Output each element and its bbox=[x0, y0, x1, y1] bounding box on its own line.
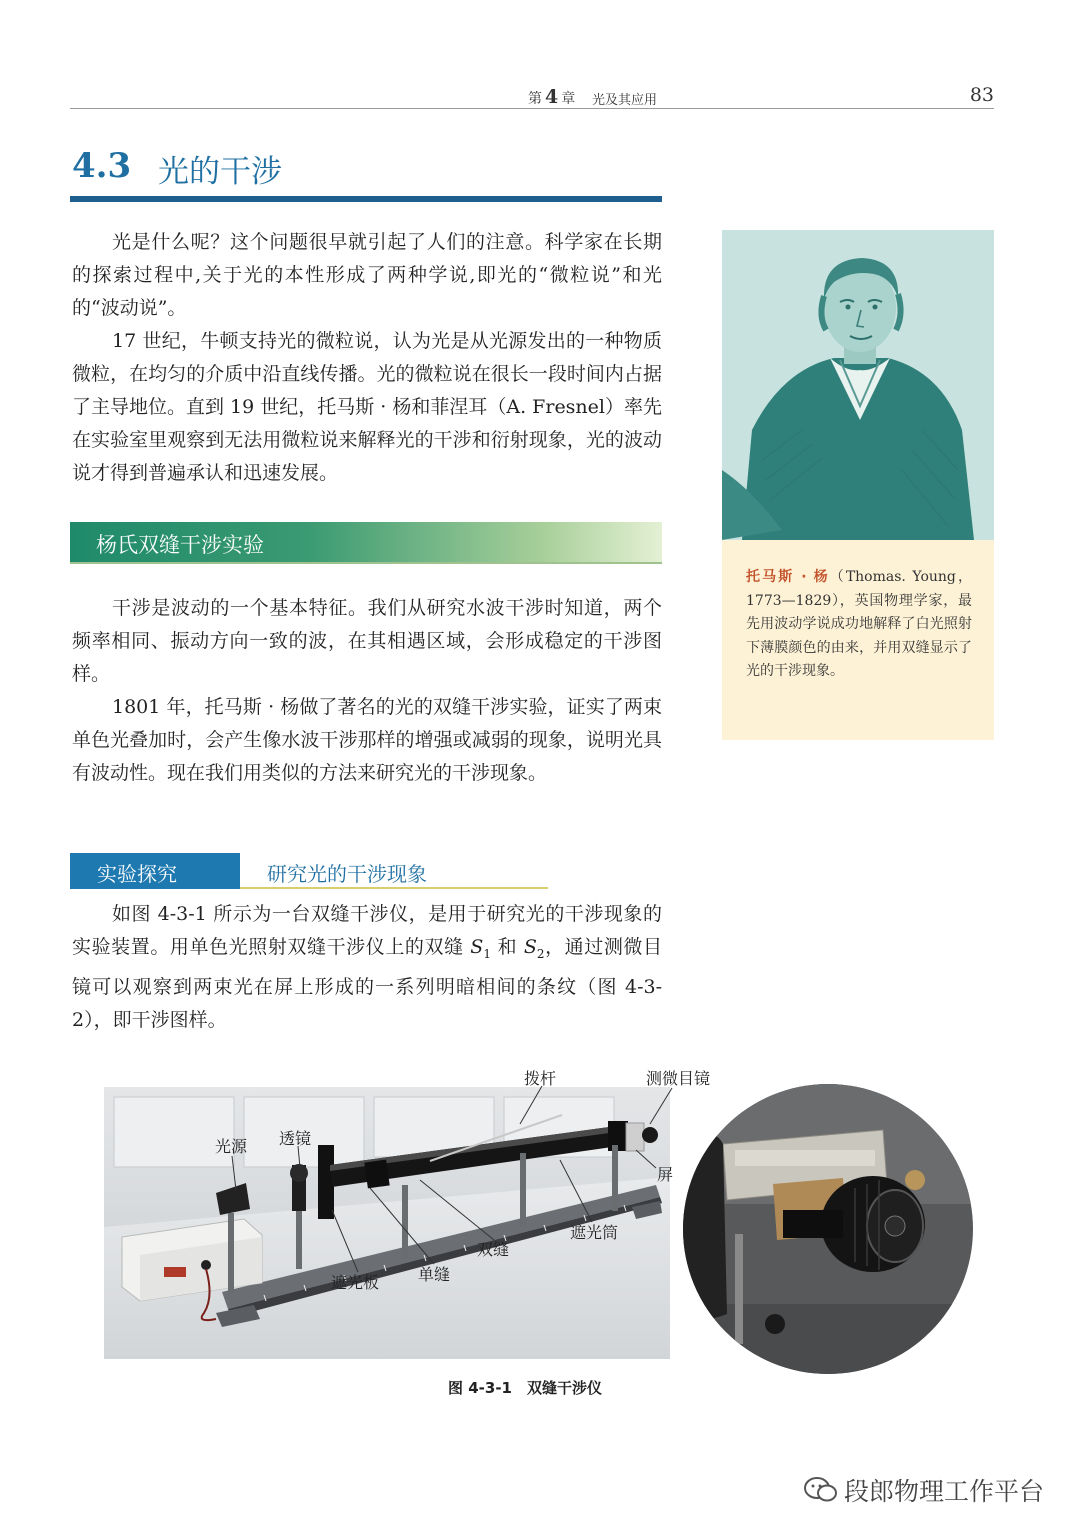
chapter-title: 光及其应用 bbox=[592, 93, 658, 108]
label-shade-tube: 遮光筒 bbox=[570, 1223, 619, 1242]
label-lever: 拨杆 bbox=[524, 1069, 557, 1088]
subsection-paragraph-1: 干涉是波动的一个基本特征。我们从研究水波干涉时知道，两个频率相同、振动方向一致的波，在其相遇区域，会形成稳定的干涉图样。 bbox=[72, 597, 662, 685]
subsection-title: 杨氏双缝干涉实验 bbox=[96, 533, 264, 557]
label-eyepiece: 测微目镜 bbox=[646, 1069, 711, 1088]
label-lens: 透镜 bbox=[279, 1129, 312, 1148]
intro-paragraph-1: 光是什么呢？这个问题很早就引起了人们的注意。科学家在长期的探索过程中,关于光的本性形成了两种学说,即光的“微粒说”和光的“波动说”。 bbox=[72, 231, 662, 319]
figure-caption: 图 4-3-1 双缝干涉仪 bbox=[448, 1379, 602, 1397]
label-single-slit: 单缝 bbox=[418, 1265, 451, 1284]
watermark-text: 段郎物理工作平台 bbox=[843, 1477, 1044, 1506]
section-title: 光的干涉 bbox=[158, 154, 282, 190]
portrait-caption: 托马斯 · 杨（Thomas. Young，1773—1829），英国物理学家，最先用波动学说成功地解释了白光照射下薄膜颜色的由来，并用双缝显示了光的干涉现象。 bbox=[746, 569, 972, 679]
experiment-tag-label: 实验探究 bbox=[97, 862, 177, 886]
subsection-paragraph-2: 1801 年，托马斯 · 杨做了著名的光的双缝干涉实验，证实了两束单色光叠加时，会产生像水波干涉那样的增强或减弱的现象，说明光具有波动性。现在我们用类似的方法来研究光的干涉现象。 bbox=[72, 696, 662, 784]
wechat-icon bbox=[804, 1476, 838, 1510]
intro-paragraph-2: 17 世纪，牛顿支持光的微粒说，认为光是从光源发出的一种物质微粒，在均匀的介质中沿直线传播。光的微粒说在很长一段时间内占据了主导地位。直到 19 世纪，托马斯 · 杨和菲涅耳（A. Fresnel）率先在实验室里观察到无法用微粒说来解释光的干涉和衍射现象，光的波动说才得到普遍承认和迅速发展。 bbox=[72, 330, 662, 484]
label-screen: 屏 bbox=[657, 1165, 674, 1184]
label-shade-plate: 遮光板 bbox=[331, 1273, 380, 1292]
section-number: 4.3 bbox=[72, 146, 132, 186]
label-double-slit: 双缝 bbox=[477, 1240, 510, 1259]
page-number: 83 bbox=[969, 84, 994, 106]
portrait-caption-name: 托马斯 · 杨 bbox=[746, 569, 830, 585]
experiment-title: 研究光的干涉现象 bbox=[267, 862, 427, 886]
chapter-number: 4 bbox=[545, 86, 559, 108]
experiment-paragraph: 如图 4-3-1 所示为一台双缝干涉仪，是用于研究光的干涉现象的实验装置。用单色光照射双缝干涉仪上的双缝 $S_1$ 和 $S_2$，通过测微目镜可以观察到两束光在屏上形成的一系列明暗相间的条纹（图 4-3-2），即干涉图样。 bbox=[72, 903, 662, 1031]
label-light-source: 光源 bbox=[215, 1137, 248, 1156]
chapter-label: 第 4 章 bbox=[528, 86, 576, 108]
watermark bbox=[804, 1472, 1044, 1510]
